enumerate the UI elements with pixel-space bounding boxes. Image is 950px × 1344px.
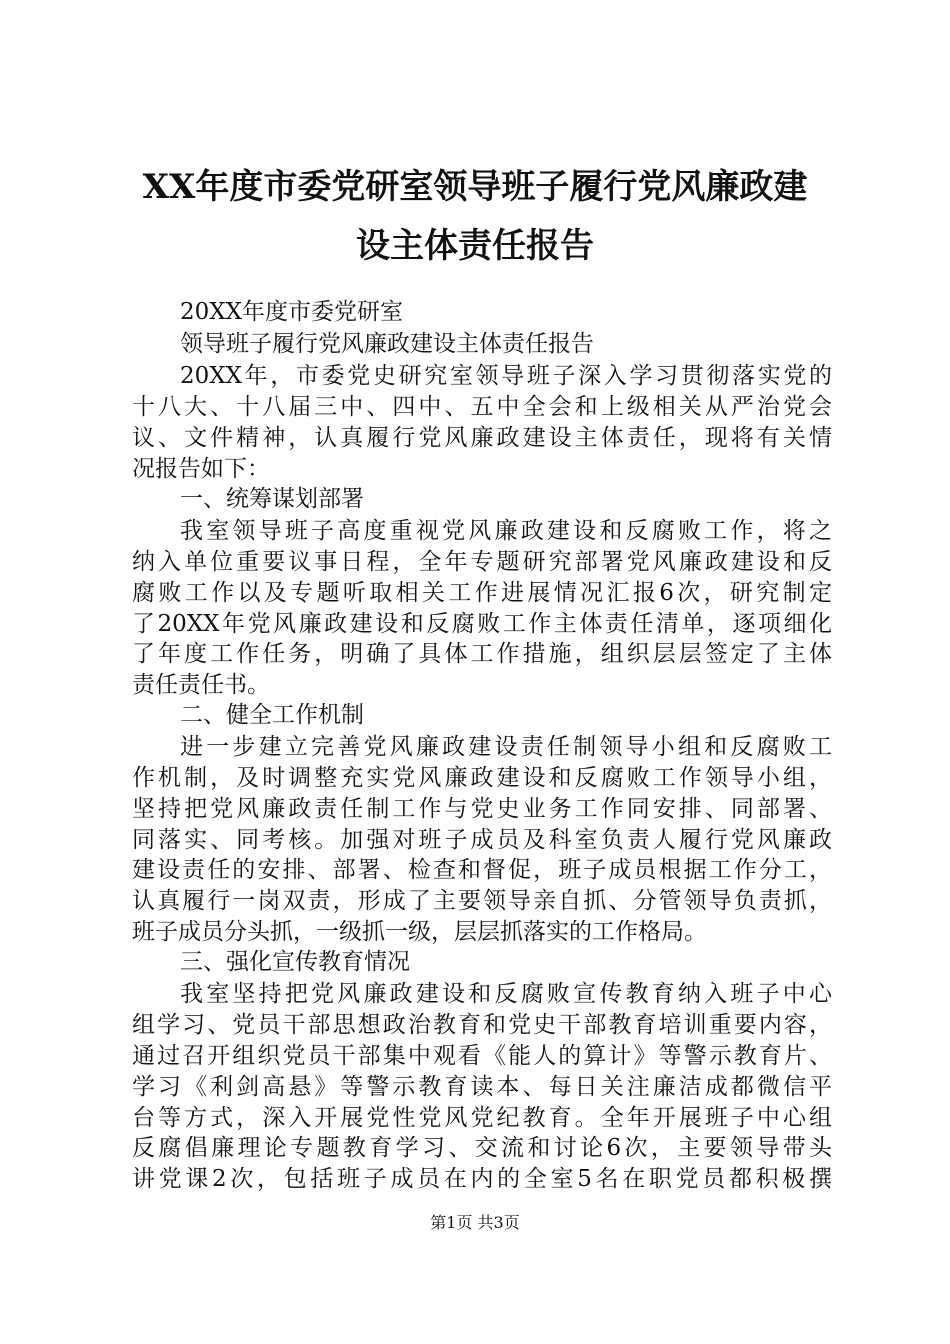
document-title-line-1: XX年度市委党研室领导班子履行党风廉政建	[142, 167, 808, 207]
body-line: 认真履行一岗双责，形成了主要领导亲自抓、分管领导负责抓，	[132, 888, 832, 914]
body-line: 况报告如下：	[132, 456, 270, 482]
body-line: 腐败工作以及专题听取相关工作进展情况汇报6次，研究制定	[132, 580, 832, 606]
body-line: 我室坚持把党风廉政建设和反腐败宣传教育纳入班子中心	[180, 981, 832, 1007]
body-line: 我室领导班子高度重视党风廉政建设和反腐败工作，将之	[180, 518, 832, 544]
body-line: 作机制，及时调整充实党风廉政建设和反腐败工作领导小组，	[132, 765, 832, 791]
body-line: 学习《利剑高悬》等警示教育读本、每日关注廉洁成都微信平	[132, 1074, 832, 1100]
body-line: 议、文件精神，认真履行党风廉政建设主体责任，现将有关情	[132, 425, 832, 451]
body-line: 了年度工作任务，明确了具体工作措施，组织层层签定了主体	[132, 641, 832, 667]
body-line: 通过召开组织党员干部集中观看《能人的算计》等警示教育片、	[132, 1043, 832, 1069]
body-line: 台等方式，深入开展党性党风党纪教育。全年开展班子中心组	[132, 1105, 832, 1131]
section-heading-1: 一、统筹谋划部署	[180, 486, 364, 512]
body-line: 了20XX年党风廉政建设和反腐败工作主体责任清单，逐项细化	[132, 611, 832, 637]
body-line: 组学习、党员干部思想政治教育和党史干部教育培训重要内容，	[132, 1012, 832, 1038]
body-line: 建设责任的安排、部署、检查和督促，班子成员根据工作分工，	[132, 857, 832, 883]
body-line: 纳入单位重要议事日程，全年专题研究部署党风廉政建设和反	[132, 549, 832, 575]
document-title-line-2: 设主体责任报告	[356, 226, 594, 266]
body-line: 进一步建立完善党风廉政建设责任制领导小组和反腐败工	[180, 734, 832, 760]
subtitle-line-2: 领导班子履行党风廉政建设主体责任报告	[180, 331, 594, 357]
body-line: 班子成员分头抓，一级抓一级，层层抓落实的工作格局。	[132, 919, 707, 945]
page-footer: 第1页 共3页	[430, 1213, 520, 1232]
section-heading-2: 二、健全工作机制	[180, 702, 364, 728]
section-heading-3: 三、强化宣传教育情况	[180, 949, 410, 975]
body-line: 反腐倡廉理论专题教育学习、交流和讨论6次，主要领导带头	[132, 1135, 832, 1161]
body-line: 责任责任书。	[132, 672, 270, 698]
body-line: 坚持把党风廉政责任制工作与党史业务工作同安排、同部署、	[132, 796, 832, 822]
body-line: 十八大、十八届三中、四中、五中全会和上级相关从严治党会	[132, 394, 832, 420]
subtitle-line-1: 20XX年度市委党研室	[180, 299, 404, 325]
body-line: 讲党课2次，包括班子成员在内的全室5名在职党员都积极撰	[132, 1166, 832, 1192]
body-line: 20XX年，市委党史研究室领导班子深入学习贯彻落实党的	[180, 363, 832, 389]
body-line: 同落实、同考核。加强对班子成员及科室负责人履行党风廉政	[132, 827, 832, 853]
